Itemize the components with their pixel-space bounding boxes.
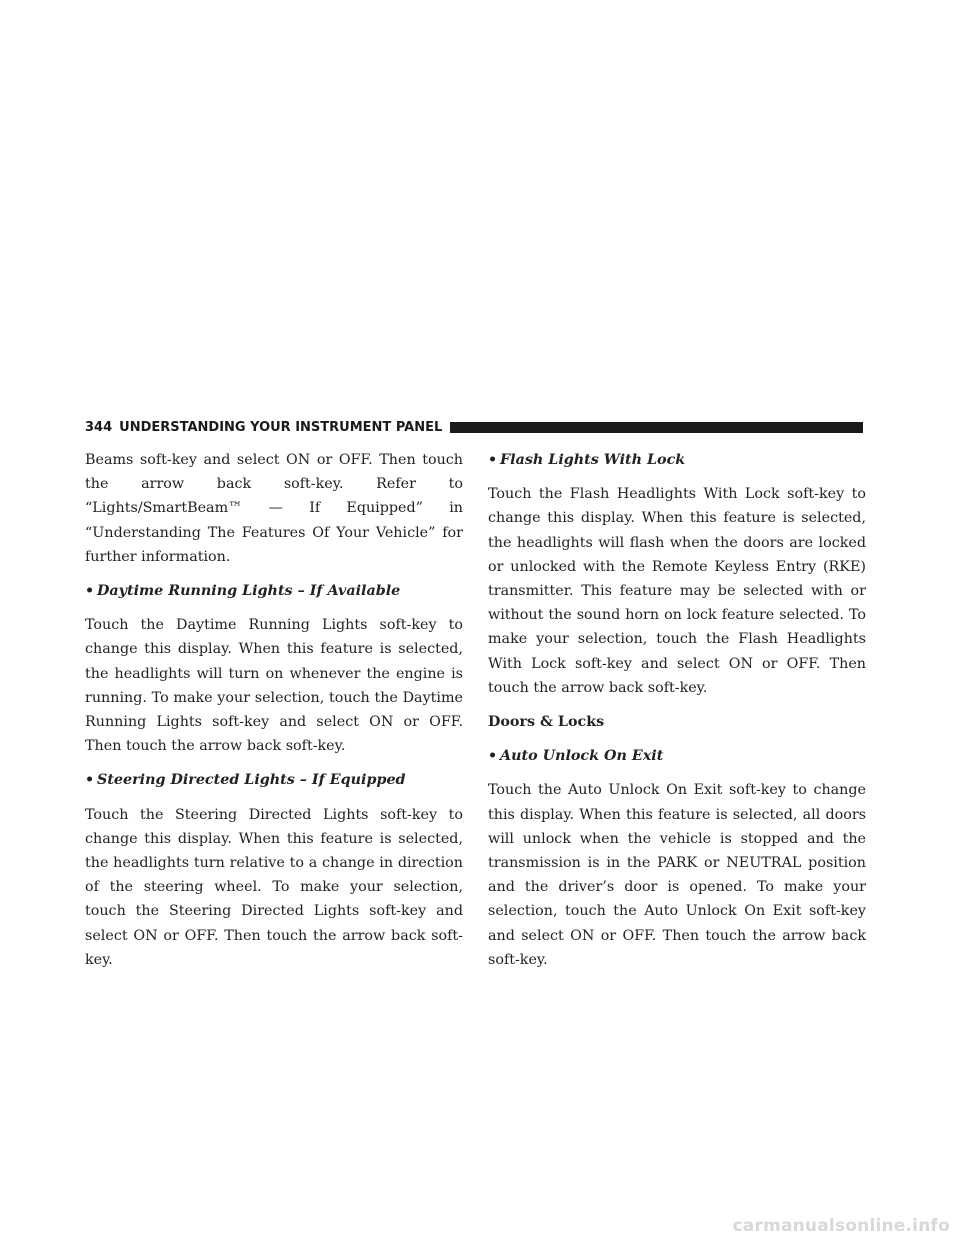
paragraph-flash-lights-with-lock: Touch the Flash Headlights With Lock soft-key to change this display. When this feature is selected, the headlights will flash when the doors are locked or unlocked with the Remote Keyless Entry (RKE) transmitter. This feature may be selected with or without the sound horn on lock feature selected. To make your selection, touch the Flash Headlights With Lock soft-key and select ON or OFF. Then touch the arrow back soft-key.: [488, 486, 866, 696]
heading-doors-locks: Doors & Locks: [488, 714, 605, 731]
right-column: [488, 448, 866, 972]
section-title: UNDERSTANDING YOUR INSTRUMENT PANEL: [119, 419, 443, 435]
bullet-flash-lights-with-lock: [488, 448, 866, 472]
bullet-auto-unlock-on-exit: [488, 744, 866, 768]
paragraph-steering-directed-lights: Touch the Steering Directed Lights soft-key to change this display. When this feature is selected, the headlights turn relative to a change in direction of the steering wheel. To make your selection, touch the Steering Directed Lights soft-key and select ON or OFF. Then touch the arrow back soft-key.: [85, 806, 463, 968]
bullet-icon: •: [85, 772, 95, 789]
bullet-icon: •: [488, 748, 498, 765]
watermark: carmanualsonline.info: [732, 1216, 950, 1236]
bullet-daytime-running-lights: [85, 579, 463, 603]
bullet-label: Steering Directed Lights – If Equipped: [97, 772, 406, 789]
page-number: 344: [85, 419, 113, 435]
left-column: [85, 448, 463, 972]
paragraph-daytime-running-lights: Touch the Daytime Running Lights soft-key to change this display. When this feature is selected, the headlights will turn on whenever the engine is running. To make your selection, touch the Daytime Running Lights soft-key and select ON or OFF. Then touch the arrow back soft-key.: [85, 617, 463, 755]
header-rule: [450, 422, 863, 433]
bullet-steering-directed-lights: [85, 768, 463, 792]
bullet-label: Daytime Running Lights – If Available: [97, 583, 401, 600]
bullet-label: Auto Unlock On Exit: [500, 748, 664, 765]
page-header: [85, 418, 863, 436]
bullet-icon: •: [85, 583, 95, 600]
bullet-label: Flash Lights With Lock: [500, 452, 686, 468]
paragraph-intro: Beams soft-key and select ON or OFF. Then touch the arrow back soft-key. Refer to “Lights/SmartBeam™ — If Equipped” in “Understanding The Features Of Your Vehicle” for further information.: [85, 452, 463, 565]
bullet-icon: •: [488, 452, 498, 468]
paragraph-auto-unlock-on-exit: Touch the Auto Unlock On Exit soft-key to change this display. When this feature is selected, all doors will unlock when the vehicle is stopped and the transmission is in the PARK or NEUTRAL position and the driver’s door is opened. To make your selection, touch the Auto Unlock On Exit soft-key and select ON or OFF. Then touch the arrow back soft-key.: [488, 782, 866, 968]
